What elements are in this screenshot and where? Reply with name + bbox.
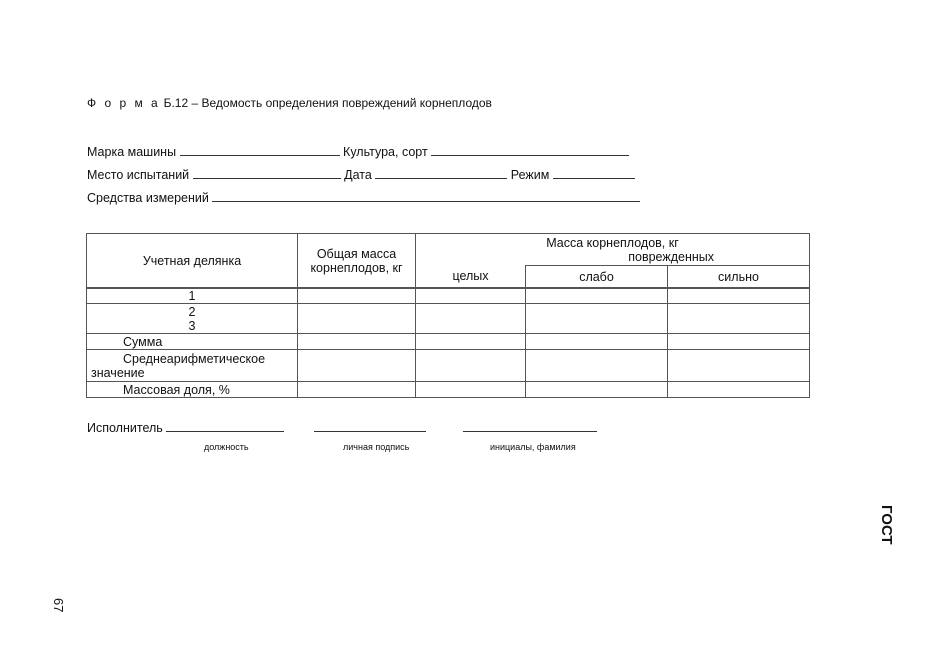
- date-label: Дата: [344, 168, 372, 182]
- caption-signature: личная подпись: [343, 442, 410, 452]
- cell[interactable]: [526, 289, 668, 304]
- table-row: [87, 304, 810, 334]
- sum-label: Сумма: [87, 334, 298, 350]
- cell[interactable]: [416, 334, 526, 350]
- table-row: [87, 334, 810, 350]
- machine-input[interactable]: [180, 143, 340, 156]
- executor-row: [87, 419, 597, 435]
- form-title-prefix: Ф о р м а: [87, 96, 161, 110]
- position-input[interactable]: [166, 419, 284, 432]
- row-label-2: 2: [188, 304, 196, 319]
- header-plot: Учетная делянка: [87, 234, 298, 288]
- fraction-label: Массовая доля, %: [87, 382, 298, 398]
- cell[interactable]: [298, 289, 416, 304]
- form-title-text: Б.12 – Ведомость определения повреждений корнеплодов: [163, 96, 492, 110]
- cell[interactable]: [416, 382, 526, 398]
- name-input[interactable]: [463, 419, 597, 432]
- caption-name: инициалы, фамилия: [490, 442, 576, 452]
- place-label: Место испытаний: [87, 168, 190, 182]
- cell[interactable]: [668, 350, 810, 382]
- table-row: [87, 289, 810, 304]
- header-total: [298, 234, 416, 288]
- mode-label: Режим: [510, 168, 550, 182]
- cell[interactable]: [416, 304, 526, 334]
- cell[interactable]: [298, 304, 416, 334]
- signature-input[interactable]: [314, 419, 426, 432]
- header-mass-label: Масса корнеплодов, кг: [546, 235, 679, 250]
- machine-label: Марка машины: [87, 145, 177, 159]
- row-label-3: 3: [188, 318, 196, 333]
- cell[interactable]: [668, 304, 810, 334]
- mean-label: [87, 350, 298, 382]
- caption-position: должность: [204, 442, 249, 452]
- header-total-line2: корнеплодов, кг: [310, 260, 403, 275]
- header-damaged: поврежденных: [628, 249, 714, 264]
- mean-label-line1: Среднеарифметическое: [123, 351, 266, 366]
- header-total-line1: Общая масса: [316, 246, 397, 261]
- culture-label: Культура, сорт: [343, 145, 428, 159]
- header-whole: целых: [416, 266, 526, 288]
- cell[interactable]: [416, 350, 526, 382]
- header-slightly: слабо: [526, 266, 668, 288]
- instruments-label: Средства измерений: [87, 191, 209, 205]
- header-mass: [416, 234, 810, 266]
- executor-label: Исполнитель: [87, 421, 163, 435]
- form-title: [87, 96, 492, 110]
- cell[interactable]: [298, 334, 416, 350]
- cell[interactable]: [668, 382, 810, 398]
- gost-label: ГОСТ: [878, 505, 895, 545]
- damage-table: [86, 233, 810, 398]
- cell[interactable]: [526, 334, 668, 350]
- field-row-machine: [87, 143, 629, 159]
- place-input[interactable]: [193, 166, 341, 179]
- cell[interactable]: [668, 334, 810, 350]
- cell[interactable]: [526, 304, 668, 334]
- field-row-instruments: [87, 189, 640, 205]
- date-input[interactable]: [375, 166, 507, 179]
- cell[interactable]: [298, 382, 416, 398]
- cell[interactable]: [526, 350, 668, 382]
- cell[interactable]: [668, 289, 810, 304]
- table-row: [87, 382, 810, 398]
- table-row: [87, 350, 810, 382]
- field-row-place: [87, 166, 635, 182]
- page-number: 67: [51, 598, 66, 613]
- cell[interactable]: [416, 289, 526, 304]
- instruments-input[interactable]: [212, 189, 640, 202]
- cell[interactable]: [298, 350, 416, 382]
- cell[interactable]: [526, 382, 668, 398]
- mean-label-line2: значение: [91, 365, 145, 380]
- row-label-1: 1: [87, 289, 298, 304]
- culture-input[interactable]: [431, 143, 629, 156]
- mode-input[interactable]: [553, 166, 635, 179]
- header-heavily: сильно: [668, 266, 810, 288]
- row-label-2-3: [87, 304, 298, 334]
